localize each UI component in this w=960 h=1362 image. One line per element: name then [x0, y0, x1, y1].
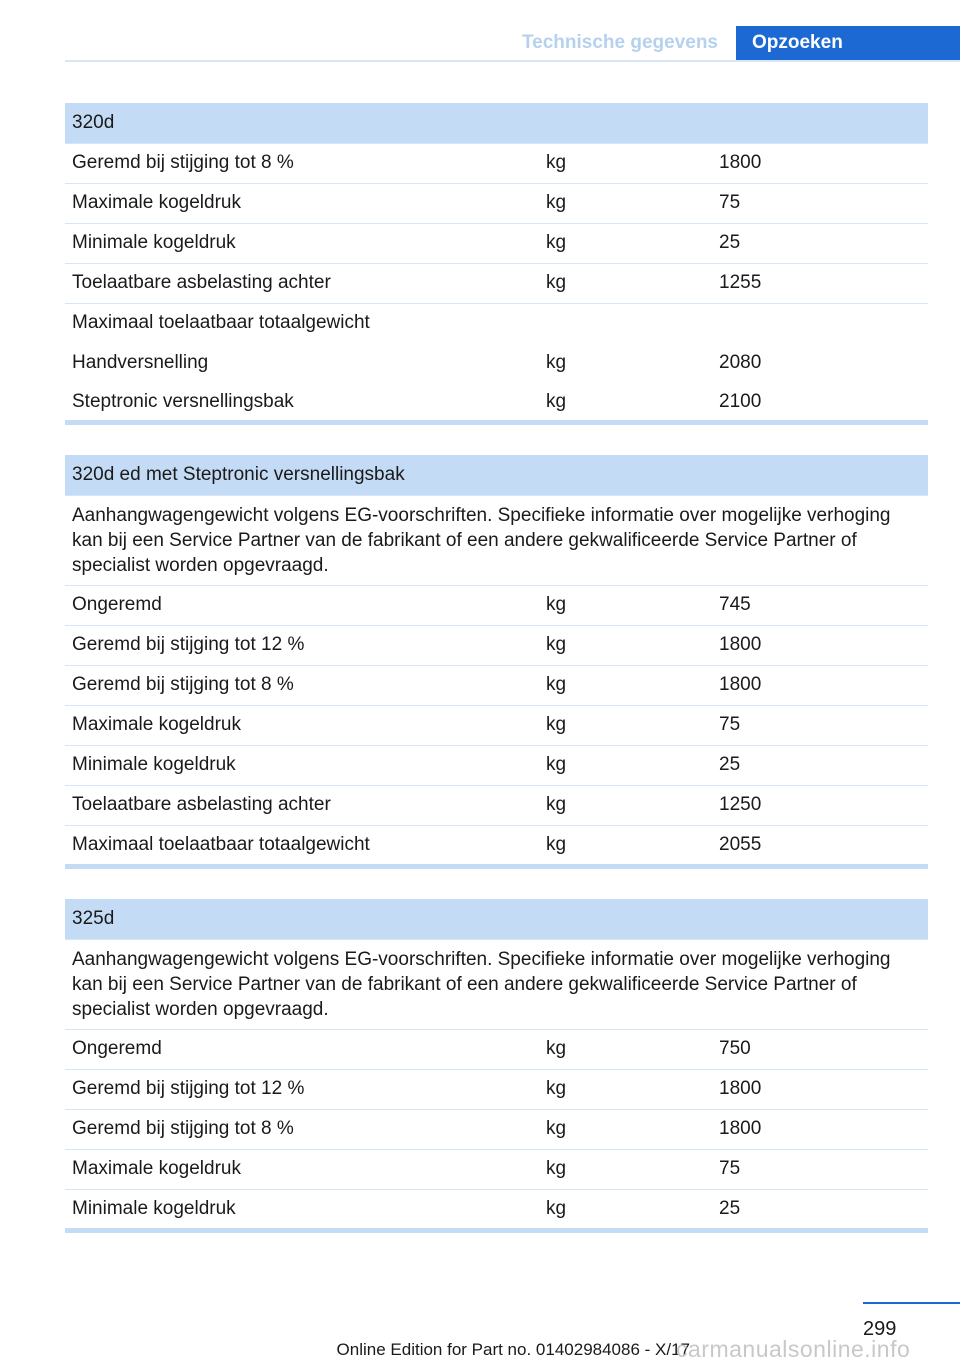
row-label: Minimale kogeldruk — [65, 223, 539, 263]
table-description: Aanhangwagengewicht volgens EG-voorschriften. Specifieke informatie over mogelijke verhoging kan bij een Service Partner van de fabrikant of een andere gekwalificeerde Service Partner of specialist worden opgevraagd. — [65, 495, 928, 585]
header-section-title[interactable]: Technische gegevens — [521, 32, 718, 53]
row-label: Toelaatbare asbelasting achter — [65, 263, 539, 303]
row-value: 1800 — [712, 1069, 928, 1109]
row-unit: kg — [539, 625, 712, 665]
row-label: Ongeremd — [65, 1029, 539, 1069]
row-unit: kg — [539, 223, 712, 263]
row-value: 1800 — [712, 143, 928, 183]
table-row — [65, 382, 928, 421]
table-row — [65, 343, 928, 382]
table-row — [65, 665, 928, 705]
header-tab-opzoeken[interactable]: Opzoeken — [736, 26, 960, 62]
row-value: 25 — [712, 1189, 928, 1229]
table-description: Aanhangwagengewicht volgens EG-voorschriften. Specifieke informatie over mogelijke verhoging kan bij een Service Partner van de fabrikant of een andere gekwalificeerde Service Partner of specialist worden opgevraagd. — [65, 939, 928, 1029]
table-title: 320d — [65, 103, 928, 143]
edition-text: Online Edition for Part no. 01402984086 - X/17 — [336, 1340, 690, 1359]
header-divider — [65, 60, 960, 62]
row-value: 25 — [712, 223, 928, 263]
table-title: 320d ed met Steptronic versnellingsbak — [65, 455, 928, 495]
row-value: 75 — [712, 1149, 928, 1189]
row-label: Toelaatbare asbelasting achter — [65, 785, 539, 825]
row-label: Maximaal toelaatbaar totaalgewicht — [65, 303, 539, 343]
row-unit: kg — [539, 183, 712, 223]
row-value: 745 — [712, 585, 928, 625]
page-number-text: 299 — [863, 1318, 897, 1340]
row-value: 1800 — [712, 665, 928, 705]
table-title: 325d — [65, 899, 928, 939]
row-unit: kg — [539, 705, 712, 745]
row-value: 2055 — [712, 825, 928, 865]
row-unit: kg — [539, 1189, 712, 1229]
table-row — [65, 1029, 928, 1069]
table-row — [65, 745, 928, 785]
row-label: Geremd bij stijging tot 12 % — [65, 1069, 539, 1109]
row-label: Geremd bij stijging tot 8 % — [65, 143, 539, 183]
table-320d — [65, 103, 928, 421]
row-unit: kg — [539, 1149, 712, 1189]
table-bottom-bar — [65, 420, 928, 425]
table-row — [65, 585, 928, 625]
row-value — [712, 303, 928, 343]
row-unit: kg — [546, 390, 567, 412]
row-unit: kg — [539, 585, 712, 625]
table-325d — [65, 899, 928, 1229]
row-label: Maximale kogeldruk — [65, 183, 539, 223]
row-label: Minimale kogeldruk — [65, 1189, 539, 1229]
table-row — [65, 625, 928, 665]
table-header-row — [65, 455, 928, 495]
table-row — [65, 183, 928, 223]
row-label: Geremd bij stijging tot 12 % — [65, 625, 539, 665]
row-unit: kg — [539, 665, 712, 705]
row-label: Geremd bij stijging tot 8 % — [65, 665, 539, 705]
table-row — [65, 1189, 928, 1229]
row-unit: kg — [539, 263, 712, 303]
row-unit: kg — [539, 1029, 712, 1069]
row-label: Minimale kogeldruk — [65, 745, 539, 785]
row-value: 1255 — [712, 263, 928, 303]
row-value: 1800 — [712, 625, 928, 665]
table-header-row — [65, 899, 928, 939]
watermark-text: carmanualsonline.info — [676, 1336, 911, 1362]
row-value: 75 — [712, 705, 928, 745]
row-value: 1800 — [712, 1109, 928, 1149]
table-row — [65, 785, 928, 825]
table-description-row — [65, 495, 928, 585]
page-header — [65, 26, 960, 62]
row-label: Maximale kogeldruk — [65, 1149, 539, 1189]
row-value: 25 — [712, 745, 928, 785]
row-unit: kg — [539, 825, 712, 865]
row-value: 2080 — [719, 351, 762, 373]
row-unit: kg — [539, 785, 712, 825]
table-row — [65, 1109, 928, 1149]
row-value: 750 — [712, 1029, 928, 1069]
row-label: Geremd bij stijging tot 8 % — [65, 1109, 539, 1149]
row-unit: kg — [539, 745, 712, 785]
row-unit: kg — [539, 143, 712, 183]
row-label: Maximaal toelaatbaar totaalgewicht — [65, 825, 539, 865]
table-bottom-bar — [65, 864, 928, 869]
table-row — [65, 143, 928, 183]
row-value: 75 — [712, 183, 928, 223]
row-label: Steptronic versnellingsbak — [72, 390, 294, 412]
row-label: Maximale kogeldruk — [65, 705, 539, 745]
row-unit — [539, 303, 712, 343]
row-unit: kg — [546, 351, 567, 373]
row-value: 2100 — [719, 390, 762, 412]
table-header-row — [65, 103, 928, 143]
row-label: Ongeremd — [65, 585, 539, 625]
table-bottom-bar — [65, 1228, 928, 1233]
table-row — [65, 1149, 928, 1189]
table-row — [65, 825, 928, 865]
row-unit: kg — [539, 1069, 712, 1109]
table-row — [65, 1069, 928, 1109]
table-row — [65, 263, 928, 303]
table-row — [65, 705, 928, 745]
row-value: 1250 — [712, 785, 928, 825]
row-label: Handversnelling — [72, 351, 209, 373]
table-description-row — [65, 939, 928, 1029]
table-320d-ed-steptronic — [65, 455, 928, 865]
table-row — [65, 223, 928, 263]
row-unit: kg — [539, 1109, 712, 1149]
table-row — [65, 303, 928, 343]
